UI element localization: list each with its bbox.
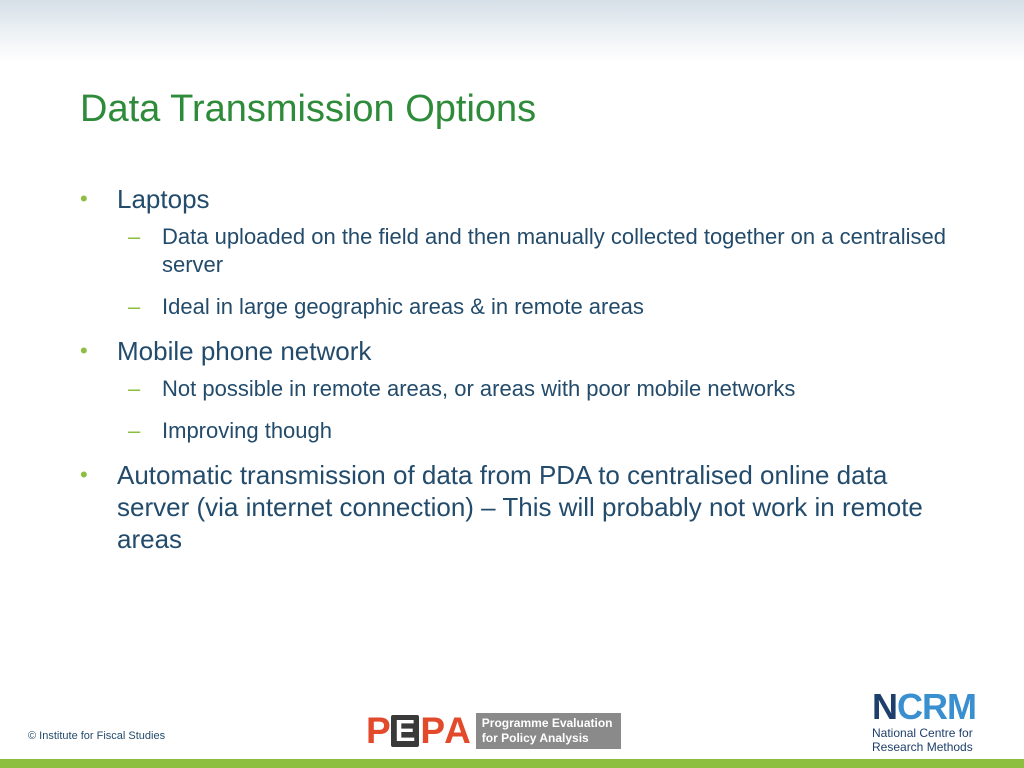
bullet-item-mobile-network (80, 335, 950, 445)
ncrm-logo (872, 688, 1012, 754)
bullet-item-automatic-transmission (80, 459, 950, 555)
footer-accent-bar (0, 759, 1024, 768)
bullet-text: Laptops (117, 184, 210, 214)
pepa-letter: P (420, 710, 445, 751)
slide-title: Data Transmission Options (80, 88, 537, 130)
ncrm-name-line2: Research Methods (872, 740, 973, 754)
pepa-wordmark (366, 712, 470, 750)
bullet-text: Automatic transmission of data from PDA to centralised online data server (via internet connection) – This will probably not work in remote areas (117, 460, 923, 554)
sub-bullet-text: Data uploaded on the field and then manually collected together on a centralised server (162, 224, 946, 277)
ncrm-wordmark (872, 688, 1012, 726)
pepa-letter: P (366, 710, 390, 751)
pepa-tagline-line1: Programme Evaluation (481, 716, 613, 730)
pepa-letter-boxed: E (391, 715, 420, 747)
bullet-marker: • (80, 338, 88, 363)
bullet-item-laptops (80, 183, 950, 321)
sub-bullet-item (117, 223, 950, 279)
sub-bullet-marker: – (128, 376, 141, 401)
ncrm-name-line1: National Centre for (872, 726, 973, 740)
pepa-tagline (476, 713, 621, 749)
sub-bullet-marker: – (128, 224, 141, 249)
sub-bullet-text: Not possible in remote areas, or areas with poor mobile networks (162, 376, 796, 401)
sub-bullet-item (117, 293, 950, 321)
sub-bullet-marker: – (128, 294, 141, 319)
ncrm-mark-n: N (872, 686, 897, 727)
bullet-text: Mobile phone network (117, 336, 372, 366)
sub-bullet-text: Improving though (162, 418, 332, 443)
sub-bullet-marker: – (128, 418, 141, 443)
sub-bullet-list (117, 223, 950, 321)
pepa-tagline-line2: for Policy Analysis (481, 731, 589, 745)
sub-bullet-item (117, 375, 950, 403)
sub-bullet-text: Ideal in large geographic areas & in remote areas (162, 294, 644, 319)
sub-bullet-list (117, 375, 950, 445)
header-gradient-band (0, 0, 1024, 62)
bullet-marker: • (80, 186, 88, 211)
pepa-letter: A (444, 710, 470, 751)
pepa-logo (366, 712, 621, 750)
ncrm-mark-rest: CRM (897, 686, 976, 727)
copyright-notice: © Institute for Fiscal Studies (28, 730, 166, 742)
bullet-marker: • (80, 462, 88, 487)
sub-bullet-item (117, 417, 950, 445)
bullet-list (80, 183, 950, 565)
